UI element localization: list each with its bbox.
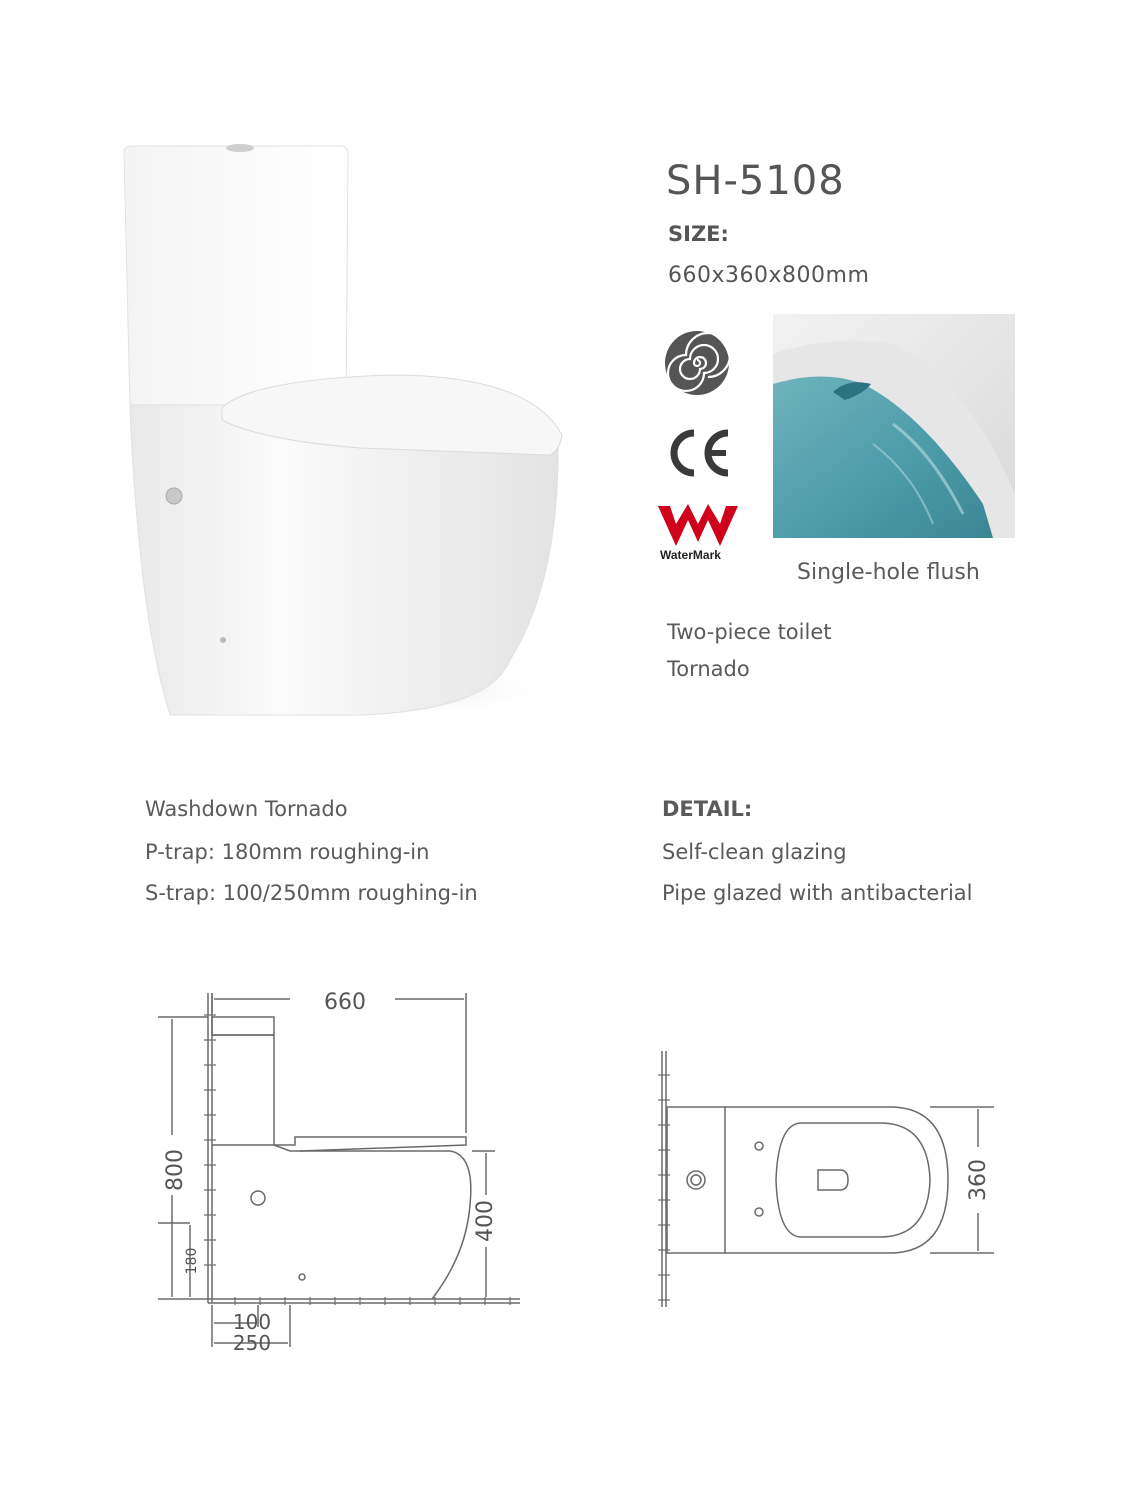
spec-item: S-trap: 100/250mm roughing-in bbox=[145, 881, 478, 905]
dim-strap-b: 250 bbox=[232, 1331, 272, 1355]
dim-width: 660 bbox=[324, 990, 366, 1015]
feature-item: Tornado bbox=[667, 657, 750, 681]
detail-heading: DETAIL: bbox=[662, 797, 753, 821]
dim-depth: 360 bbox=[966, 1159, 991, 1201]
spec-item: P-trap: 180mm roughing-in bbox=[145, 840, 430, 864]
dim-strap-a: 100 bbox=[232, 1310, 272, 1334]
watermark-label: WaterMark bbox=[660, 548, 721, 562]
flush-photo bbox=[773, 314, 1015, 538]
dim-seat-height: 400 bbox=[473, 1200, 498, 1242]
side-view-drawing bbox=[150, 985, 530, 1365]
spec-item: Washdown Tornado bbox=[145, 797, 348, 821]
size-label: SIZE: bbox=[668, 222, 729, 246]
toilet-photo bbox=[110, 130, 580, 730]
top-view-drawing bbox=[650, 1045, 1000, 1315]
watermark-logo bbox=[656, 502, 740, 548]
dim-height: 800 bbox=[163, 1149, 188, 1191]
detail-item: Self-clean glazing bbox=[662, 840, 847, 864]
size-value: 660x360x800mm bbox=[668, 263, 870, 288]
detail-item: Pipe glazed with antibacterial bbox=[662, 881, 973, 905]
model-number: SH-5108 bbox=[666, 158, 845, 204]
flush-caption: Single-hole flush bbox=[797, 560, 980, 585]
dim-ptrap: 180 bbox=[184, 1247, 200, 1275]
feature-item: Two-piece toilet bbox=[667, 620, 832, 644]
ce-mark-icon bbox=[664, 425, 732, 481]
spiral-icon bbox=[664, 330, 730, 396]
